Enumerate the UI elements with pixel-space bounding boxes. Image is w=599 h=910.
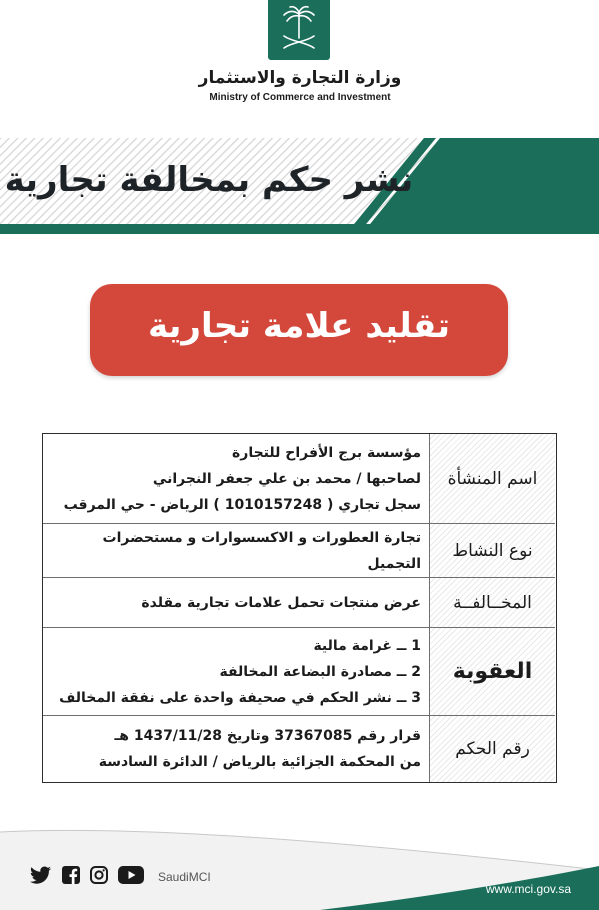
establishment-line-1: مؤسسة برج الأفراح للتجارة xyxy=(232,444,421,461)
verdict-line-1: قرار رقم 37367085 وتاريخ 1437/11/28 هـ xyxy=(114,728,421,744)
twitter-icon[interactable] xyxy=(30,866,52,888)
penalty-value xyxy=(51,628,421,715)
social-links xyxy=(30,864,211,890)
penalty-line-3: 3 ــ نشر الحكم في صحيفة واحدة على نفقة المخالف xyxy=(59,689,421,706)
penalty-line-2: 2 ــ مصادرة البضاعة المخالفة xyxy=(219,663,421,680)
establishment-value xyxy=(51,434,421,523)
facebook-icon[interactable] xyxy=(62,866,80,888)
activity-value xyxy=(51,524,421,577)
verdict-value xyxy=(51,716,421,782)
ministry-logo xyxy=(0,0,599,110)
violation-type-badge xyxy=(90,284,508,376)
palm-swords-emblem-icon xyxy=(268,0,330,60)
social-handle[interactable]: SaudiMCI xyxy=(158,870,211,884)
activity-label: نوع النشاط xyxy=(429,524,555,577)
youtube-icon[interactable] xyxy=(118,866,144,888)
violation-label: المخــالفــة xyxy=(429,578,555,627)
title-banner xyxy=(0,138,599,234)
violation-type-text: تقليد علامة تجارية xyxy=(147,306,450,346)
website-link[interactable]: www.mci.gov.sa xyxy=(485,882,571,896)
establishment-line-3: سجل تجاري ( 1010157248 ) الرياض - حي المرقب xyxy=(63,496,421,513)
table-row-penalty xyxy=(43,628,555,716)
table-row-activity xyxy=(43,524,555,578)
ministry-name-english: Ministry of Commerce and Investment xyxy=(209,92,391,103)
violation-value xyxy=(51,578,421,627)
instagram-icon[interactable] xyxy=(90,866,108,888)
table-row-verdict xyxy=(43,716,555,782)
activity-line-1: تجارة العطورات و الاكسسوارات و مستحضرات التجميل xyxy=(102,529,421,572)
violation-line-1: عرض منتجات تحمل علامات تجارية مقلدة xyxy=(141,594,421,611)
verdict-line-2: من المحكمة الجزائية بالرياض / الدائرة السادسة xyxy=(98,754,421,770)
establishment-line-2: لصاحبها / محمد بن علي جعفر النجراني xyxy=(152,470,421,487)
establishment-label: اسم المنشأة xyxy=(429,434,555,523)
ministry-name-arabic: وزارة التجارة والاستثمار xyxy=(198,68,402,88)
verdict-label: رقم الحكم xyxy=(429,716,555,782)
page-title: نشر حكم بمخالفة تجارية xyxy=(4,160,414,200)
table-row-violation xyxy=(43,578,555,628)
verdict-details-table xyxy=(42,433,557,783)
table-row-establishment xyxy=(43,434,555,524)
penalty-label: العقوبة xyxy=(429,628,555,715)
penalty-line-1: 1 ــ غرامة مالية xyxy=(313,637,421,654)
